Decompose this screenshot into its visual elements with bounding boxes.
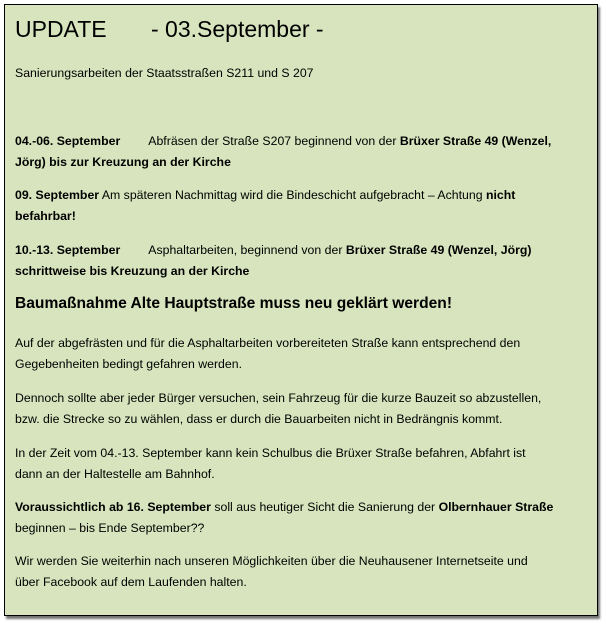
paragraph-line: dann an der Haltestelle am Bahnhof. <box>15 467 215 481</box>
paragraph-2 <box>15 388 541 430</box>
schedule-item-1-line-1 <box>15 131 551 152</box>
update-date: - 03.September - <box>151 16 324 42</box>
update-label: UPDATE <box>15 16 107 42</box>
schedule-text: Asphaltarbeiten, beginnend von der <box>148 243 346 257</box>
schedule-item-2-line-2: befahrbar! <box>15 209 76 223</box>
schedule-bold-text: nicht <box>485 188 516 202</box>
update-title <box>15 16 324 43</box>
schedule-item-3-line-2: schrittweise bis Kreuzung an der Kirche <box>15 264 250 278</box>
subtitle: Sanierungsarbeiten der Staatsstraßen S211 und S 207 <box>15 66 314 80</box>
paragraph-line <box>15 497 553 518</box>
schedule-bold-text: Brüxer Straße 49 (Wenzel, Jörg) <box>345 243 532 257</box>
schedule-item-1 <box>15 131 551 173</box>
schedule-item-1-line-2: Jörg) bis zur Kreuzung an der Kirche <box>15 155 231 169</box>
schedule-bold-text: Brüxer Straße 49 (Wenzel, <box>399 134 552 148</box>
schedule-item-3-line-1 <box>15 240 532 261</box>
bold-date: Voraussichtlich ab 16. September <box>15 500 211 514</box>
schedule-text: Am späteren Nachmittag wird die Bindeschicht aufgebracht – Achtung <box>99 188 486 202</box>
paragraph-line: über Facebook auf dem Laufenden halten. <box>15 575 247 589</box>
paragraph-3 <box>15 443 526 485</box>
schedule-date: 09. September <box>15 188 100 202</box>
schedule-date: 10.-13. September <box>15 243 121 257</box>
schedule-item-2 <box>15 185 515 227</box>
schedule-text: Abfräsen der Straße S207 beginnend von der <box>148 134 400 148</box>
schedule-item-2-line-1 <box>15 185 515 206</box>
section-heading: Baumaßnahme Alte Hauptstraße muss neu geklärt werden! <box>15 295 453 312</box>
paragraph-line: In der Zeit vom 04.-13. September kann kein Schulbus die Brüxer Straße befahren, Abfahrt ist <box>15 446 526 460</box>
paragraph-line: Dennoch sollte aber jeder Bürger versuchen, sein Fahrzeug für die kurze Bauzeit so abzustellen, <box>15 391 542 405</box>
paragraph-line: Wir werden Sie weiterhin nach unseren Möglichkeiten über die Neuhausener Internetseite und <box>15 554 528 568</box>
paragraph-line: beginnen – bis Ende September?? <box>15 521 205 535</box>
paragraph-1 <box>15 333 520 375</box>
paragraph-4 <box>15 497 553 539</box>
paragraph-text: soll aus heutiger Sicht die Sanierung der <box>210 500 439 514</box>
update-notice-box <box>4 4 598 616</box>
schedule-item-3 <box>15 240 532 282</box>
bold-street: Olbernhauer Straße <box>438 500 554 514</box>
paragraph-line: Gegebenheiten bedingt gefahren werden. <box>15 357 242 371</box>
paragraph-line: Auf der abgefrästen und für die Asphaltarbeiten vorbereiteten Straße kann entsprechend den <box>15 336 521 350</box>
paragraph-5 <box>15 551 528 593</box>
schedule-date: 04.-06. September <box>15 134 121 148</box>
paragraph-line: bzw. die Strecke so zu wählen, dass er durch die Bauarbeiten nicht in Bedrängnis kommt. <box>15 412 503 426</box>
